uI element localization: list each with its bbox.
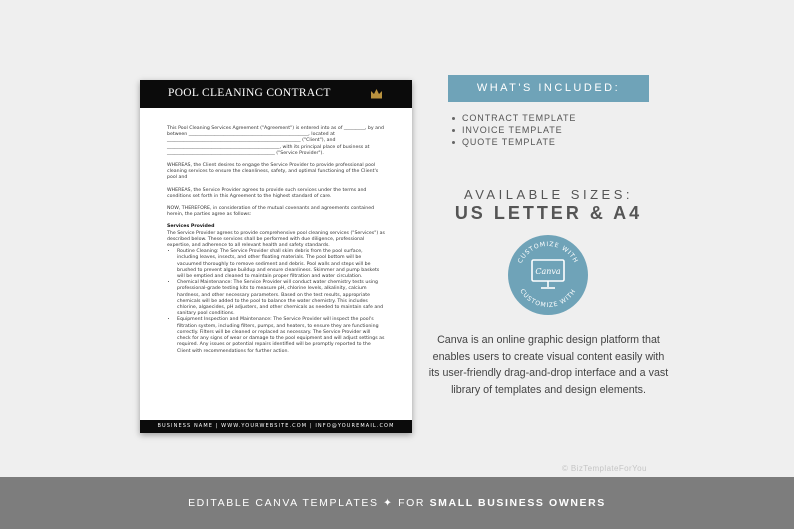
canva-logo-text: Canva <box>535 267 561 276</box>
whereas-paragraph-2: WHEREAS, the Service Provider agrees to provide such services under the terms and conditions set forth in this Agreement to the highest standard of care. <box>167 187 367 199</box>
customize-with-canva-badge <box>507 234 589 316</box>
sizes-label: AVAILABLE SIZES: <box>464 187 633 202</box>
badge-top-text: CUSTOMIZE WITH <box>516 240 580 265</box>
whereas-paragraph-1: WHEREAS, the Client desires to engage the Service Provider to provide professional pool cleaning services to ensure the cleanliness, safety, and optimal functioning of the Client's pool and <box>167 163 379 181</box>
contract-preview <box>140 80 412 433</box>
badge-bottom-text: CUSTOMIZE WITH <box>518 287 578 310</box>
sizes-value: US LETTER & A4 <box>454 203 643 223</box>
section-heading: Services Provided <box>167 224 215 230</box>
watermark: © BizTemplateForYou <box>562 464 647 473</box>
crown-icon <box>370 88 383 99</box>
document-footer: BUSINESS NAME | WWW.YOURWEBSITE.COM | INFO@YOUREMAIL.COM <box>140 420 412 433</box>
document-body <box>167 126 385 355</box>
whats-included-heading: WHAT'S INCLUDED: <box>448 75 649 102</box>
banner-emphasis: SMALL BUSINESS OWNERS <box>429 497 606 509</box>
list-item: • Chemical Maintenance: The Service Provider will conduct water chemistry tests using professional-grade testing kits to measure pH, chlorine levels, alkalinity, calcium hardness, and other necessary parameters. Based on the test results, appropriate chemicals will be added to the pool to balance the water chemistry. This includes chlorine, algaecides, pH adjusters, and other chemicals as needed to maintain safe and sanitary pool conditions. <box>177 280 385 317</box>
banner-prefix: EDITABLE CANVA TEMPLATES <box>188 497 379 509</box>
list-item: CONTRACT TEMPLATE <box>452 112 576 124</box>
banner-middle: FOR <box>398 497 426 509</box>
services-list <box>177 249 385 354</box>
bottom-banner <box>0 477 794 529</box>
list-item: • Equipment Inspection and Maintenance: The Service Provider will inspect the pool's filtration system, including filters, pumps, and heaters, to ensure they are functioning correctly. Filters will be cleaned or replaced as necessary. The Service Provider will check for any signs of wear or damage to the pool equipment and will adjust settings as required. Any issues or potential repairs identified will be promptly reported to the Client with recommendations for further action. <box>177 317 385 354</box>
sparkle-icon: ✦ <box>383 497 394 509</box>
section-paragraph: The Service Provider agrees to provide comprehensive pool cleaning services ("Services") as described below. These services shall be performed with due diligence, professional expertise, and adherence to all relevant health and safety standards. <box>167 230 385 249</box>
list-item: INVOICE TEMPLATE <box>452 124 576 136</box>
canva-description: Canva is an online graphic design platform that enables users to create visual content easily with its user-friendly drag-and-drop interface and a vast library of templates and design elements. <box>428 334 669 396</box>
list-item: • Routine Cleaning: The Service Provider shall skim debris from the pool surface, including leaves, insects, and other floating materials. The pool bottom will be vacuumed thoroughly to remove sediment and debris. Pool walls and steps will be brushed to prevent algae buildup and ensure cleanliness. Skimmer and pump baskets will be emptied and cleaned to maintain proper filtration and water circulation. <box>177 249 385 280</box>
document-header <box>140 80 412 108</box>
included-list <box>452 112 576 148</box>
intro-paragraph: This Pool Cleaning Services Agreement ("Agreement") is entered into as of _________, by and between ___________________________________________________, located at _________________________________________________________ ("Client"), and ________________________________________________, with its principal place of business at ______________________________________________ ("Service Provider"). <box>167 126 384 156</box>
therefore-paragraph: NOW, THEREFORE, in consideration of the mutual covenants and agreements contained herein, the parties agree as follows: <box>167 206 375 218</box>
document-title: POOL CLEANING CONTRACT <box>168 87 331 99</box>
list-item: QUOTE TEMPLATE <box>452 136 576 148</box>
